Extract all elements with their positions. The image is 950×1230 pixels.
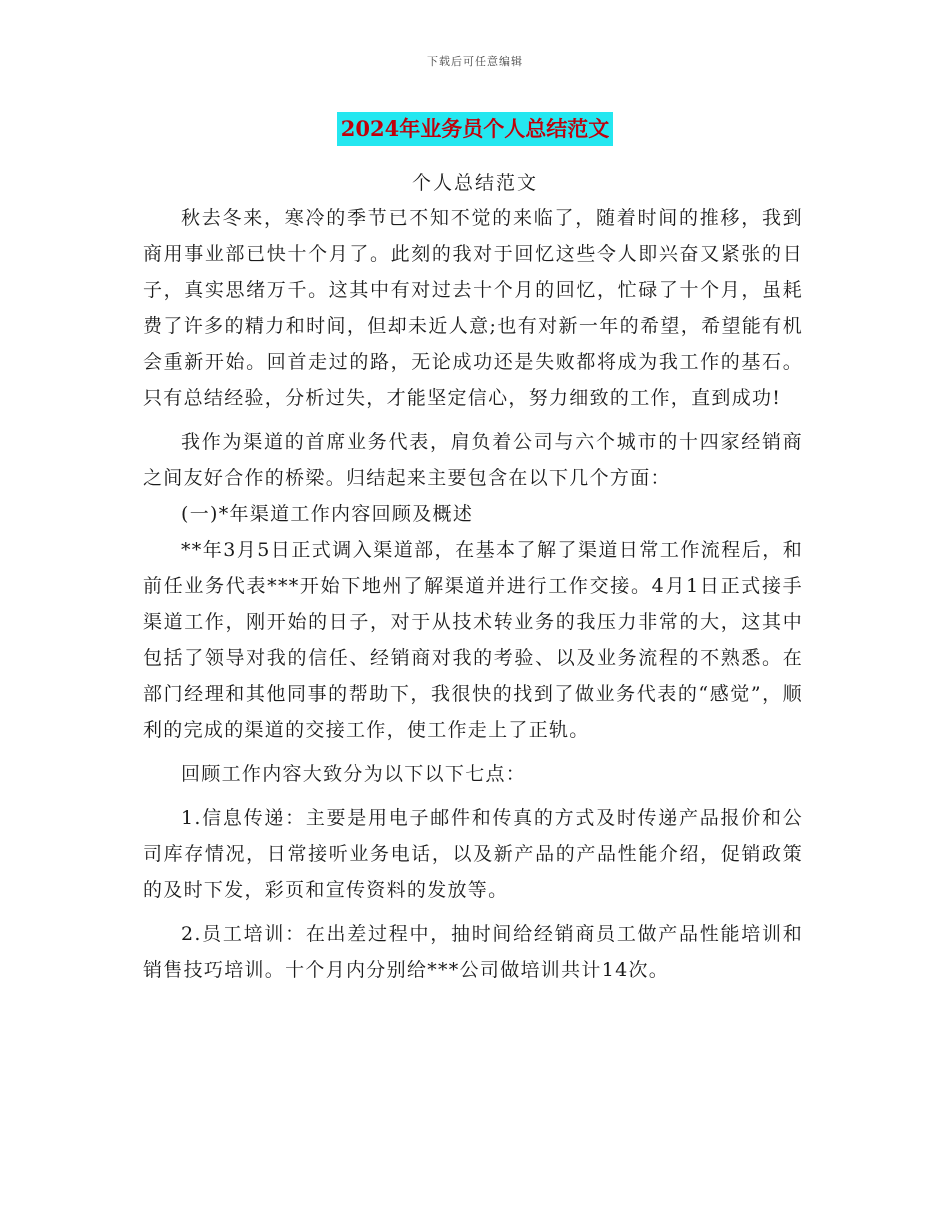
section-heading: (一)*年渠道工作内容回顾及概述: [181, 503, 474, 525]
paragraph-role: 我作为渠道的首席业务代表，肩负着公司与六个城市的十四家经销商之间友好合作的桥梁。归结起来主要包含在以下几个方面：: [143, 431, 803, 489]
title-container: [0, 112, 950, 146]
paragraph-review: **年3月5日正式调入渠道部，在基本了解了渠道日常工作流程后，和前任业务代表***开始下地州了解渠道并进行工作交接。4月1日正式接手渠道工作，刚开始的日子，对于从技术转业务的我压力非常的大，这其中包括了领导对我的信任、经销商对我的考验、以及业务流程的不熟悉。在部门经理和其他同事的帮助下，我很快的找到了做业务代表的“感觉”，顺利的完成的渠道的交接工作，使工作走上了正轨。: [143, 539, 803, 741]
paragraph-point-2: 2.员工培训：在出差过程中，抽时间给经销商员工做产品性能培训和销售技巧培训。十个月内分别给***公司做培训共计14次。: [143, 923, 803, 981]
document-title: 2024年业务员个人总结范文: [337, 112, 613, 146]
paragraph-intro: 秋去冬来，寒冷的季节已不知不觉的来临了，随着时间的推移，我到商用事业部已快十个月了。此刻的我对于回忆这些令人即兴奋又紧张的日子，真实思绪万千。这其中有对过去十个月的回忆，忙碌了十个月，虽耗费了许多的精力和时间，但却未近人意;也有对新一年的希望，希望能有机会重新开始。回首走过的路，无论成功还是失败都将成为我工作的基石。只有总结经验，分析过失，才能坚定信心，努力细致的工作，直到成功!: [143, 207, 803, 409]
paragraph-summary-points: 回顾工作内容大致分为以下以下七点：: [181, 763, 527, 785]
document-body: [143, 200, 803, 988]
header-note: 下载后可任意编辑: [427, 55, 523, 68]
paragraph-point-1: 1.信息传递：主要是用电子邮件和传真的方式及时传递产品报价和公司库存情况，日常接听业务电话，以及新产品的产品性能介绍，促销政策的及时下发，彩页和宣传资料的发放等。: [143, 807, 803, 901]
document-subtitle: 个人总结范文: [411, 172, 538, 194]
